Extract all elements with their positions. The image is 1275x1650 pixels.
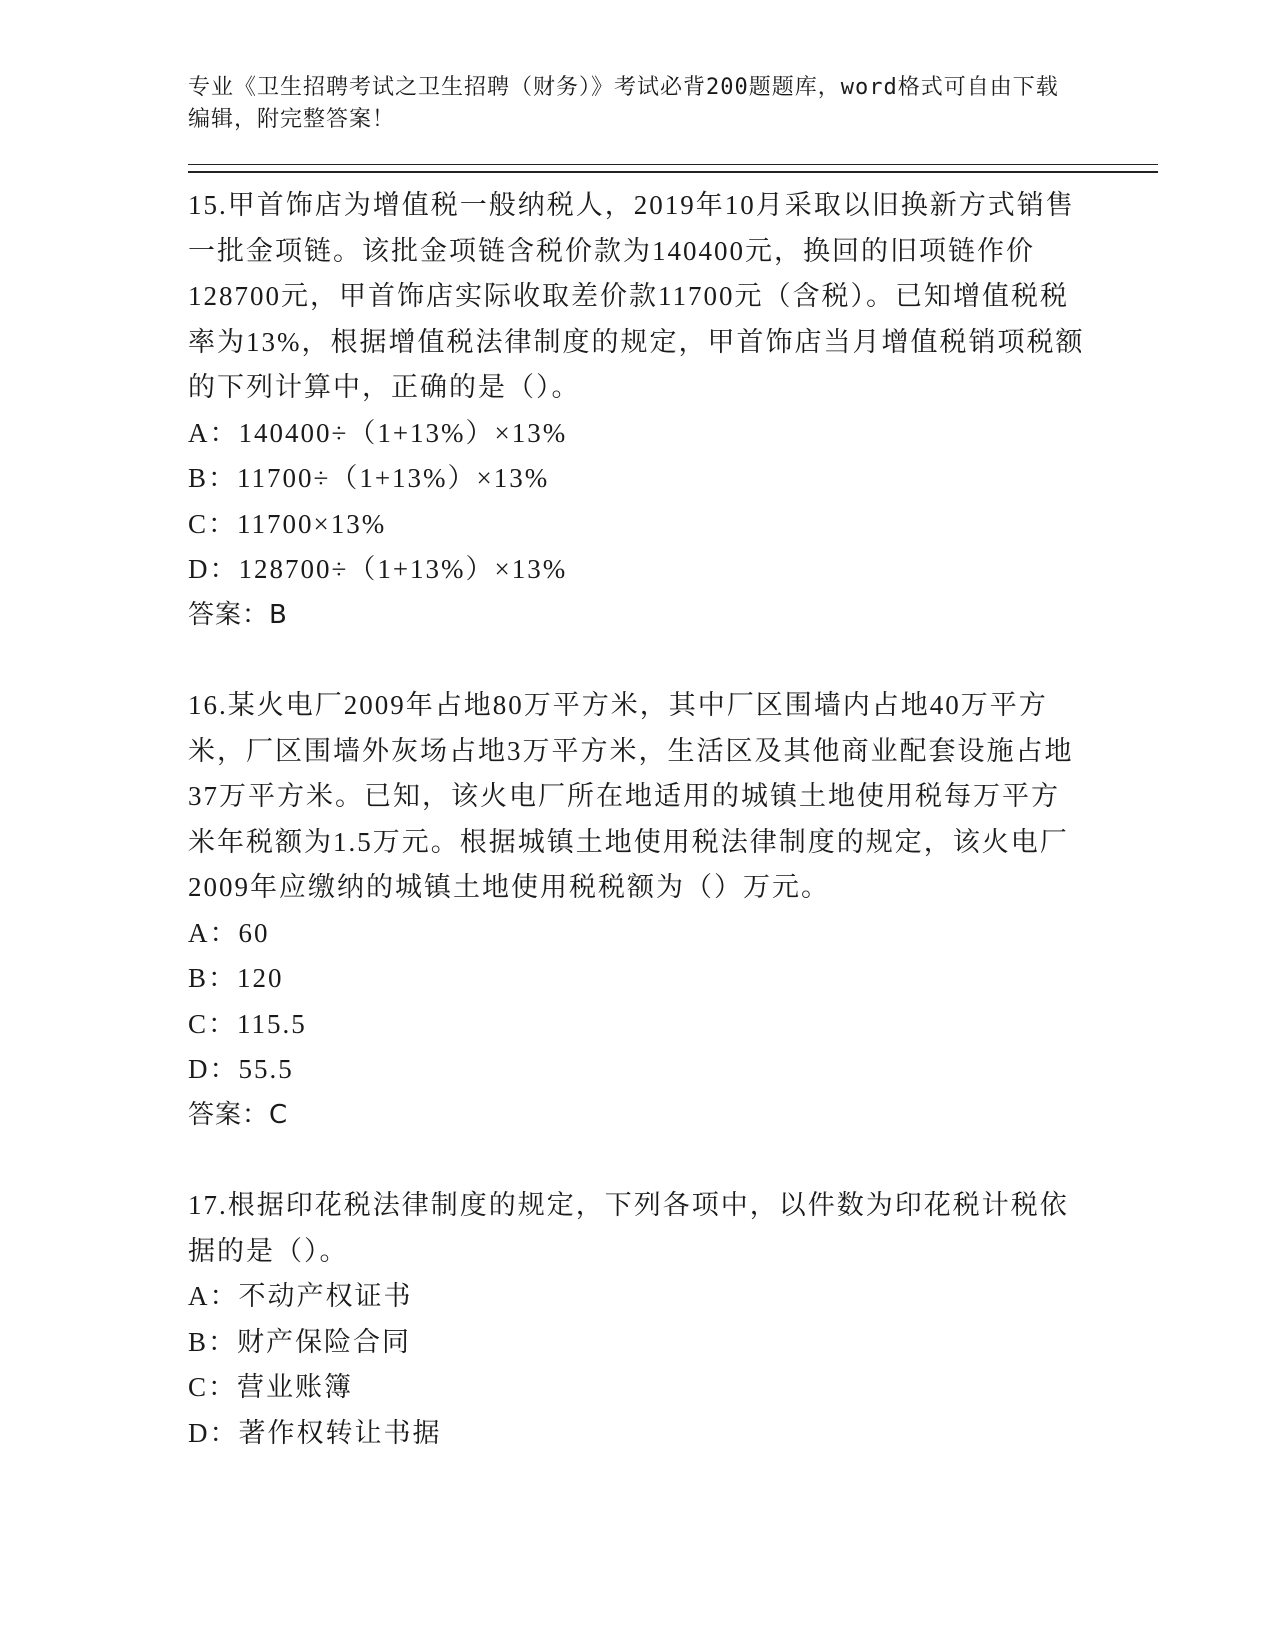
question-stem: 15.甲首饰店为增值税一般纳税人，2019年10月采取以旧换新方式销售一批金项链。该批金项链含税价款为140400元，换回的旧项链作价128700元，甲首饰店实际收取差价款11700元（含税）。已知增值税税率为13%，根据增值税法律制度的规定，甲首饰店当月增值税销项税额的下列计算中，正确的是（）。: [188, 190, 1085, 402]
header-note: 专业《卫生招聘考试之卫生招聘（财务）》考试必背200题题库，word格式可自由下载编辑，附完整答案！: [188, 75, 1059, 132]
option-b: B：11700÷（1+13%）×13%: [188, 463, 550, 493]
question-17: [188, 1183, 1158, 1456]
question-spacer: [188, 1138, 1158, 1183]
option-b: B：财产保险合同: [188, 1326, 412, 1357]
option-c: C：115.5: [188, 1008, 307, 1039]
option-c: C：营业账簿: [188, 1372, 354, 1402]
option-b: B：120: [188, 963, 284, 993]
question-16: [188, 683, 1158, 1138]
question-15: [188, 183, 1158, 638]
option-a: A：不动产权证书: [188, 1281, 413, 1311]
document-page: [188, 72, 1158, 1456]
option-d: D：128700÷（1+13%）×13%: [188, 554, 568, 584]
option-d: D：55.5: [188, 1054, 294, 1084]
question-stem: 16.某火电厂2009年占地80万平方米，其中厂区围墙内占地40万平方米，厂区围墙外灰场占地3万平方米，生活区及其他商业配套设施占地37万平方米。已知，该火电厂所在地适用的城镇土地使用税每万平方米年税额为1.5万元。根据城镇土地使用税法律制度的规定，该火电厂2009年应缴纳的城镇土地使用税税额为（）万元。: [188, 690, 1074, 902]
option-c: C：11700×13%: [188, 508, 387, 539]
question-spacer: [188, 638, 1158, 683]
option-a: A：60: [188, 917, 270, 948]
question-stem: 17.根据印花税法律制度的规定，下列各项中，以件数为印花税计税依据的是（）。: [188, 1190, 1069, 1266]
option-a: A：140400÷（1+13%）×13%: [188, 417, 568, 448]
header-divider: [188, 164, 1158, 173]
answer: 答案：C: [188, 1099, 289, 1130]
answer: 答案：B: [188, 599, 288, 630]
option-d: D：著作权转让书据: [188, 1417, 442, 1448]
